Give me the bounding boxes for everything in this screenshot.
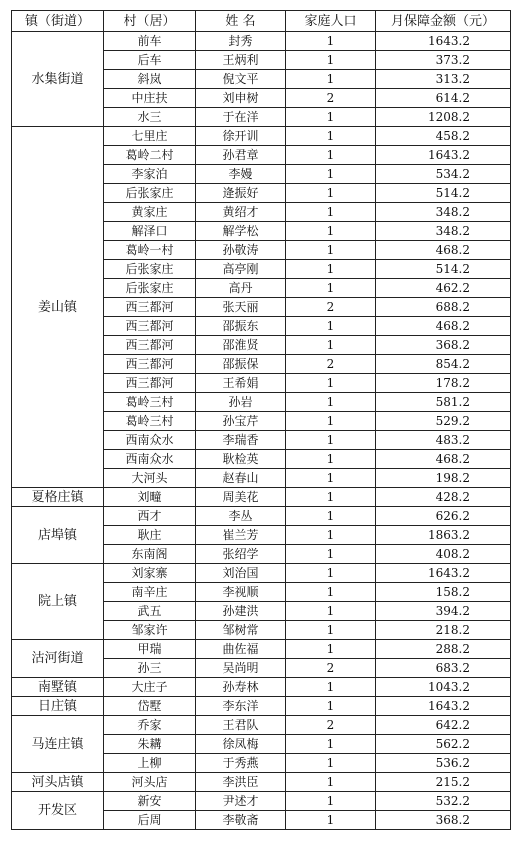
name-cell: 张天丽 (196, 298, 286, 317)
header-monthly-amount: 月保障金额（元） (376, 11, 511, 32)
name-cell: 耿检英 (196, 450, 286, 469)
village-cell: 前车 (104, 32, 196, 51)
household-size-cell: 1 (286, 697, 376, 716)
name-cell: 王希娟 (196, 374, 286, 393)
village-cell: 刘疃 (104, 488, 196, 507)
village-cell: 李家泊 (104, 165, 196, 184)
amount-cell: 348.2 (376, 222, 511, 241)
town-cell: 开发区 (12, 792, 104, 830)
household-size-cell: 1 (286, 32, 376, 51)
town-cell: 院上镇 (12, 564, 104, 640)
table-row (12, 488, 511, 507)
village-cell: 西三都河 (104, 317, 196, 336)
name-cell: 李视顺 (196, 583, 286, 602)
amount-cell: 642.2 (376, 716, 511, 735)
name-cell: 于在洋 (196, 108, 286, 127)
amount-cell: 373.2 (376, 51, 511, 70)
village-cell: 葛岭二村 (104, 146, 196, 165)
village-cell: 葛岭三村 (104, 393, 196, 412)
town-cell: 沽河街道 (12, 640, 104, 678)
village-cell: 乔家 (104, 716, 196, 735)
village-cell: 甲瑞 (104, 640, 196, 659)
table-row (12, 32, 511, 51)
household-size-cell: 1 (286, 336, 376, 355)
name-cell: 孙君章 (196, 146, 286, 165)
amount-cell: 581.2 (376, 393, 511, 412)
name-cell: 王炳利 (196, 51, 286, 70)
village-cell: 后张家庄 (104, 260, 196, 279)
table-row (12, 697, 511, 716)
table-row (12, 564, 511, 583)
household-size-cell: 1 (286, 469, 376, 488)
amount-cell: 514.2 (376, 260, 511, 279)
name-cell: 王君队 (196, 716, 286, 735)
table-row (12, 716, 511, 735)
household-size-cell: 1 (286, 526, 376, 545)
name-cell: 李嫚 (196, 165, 286, 184)
village-cell: 孙三 (104, 659, 196, 678)
village-cell: 西三都河 (104, 355, 196, 374)
amount-cell: 288.2 (376, 640, 511, 659)
household-size-cell: 2 (286, 89, 376, 108)
amount-cell: 1643.2 (376, 697, 511, 716)
header-household-size: 家庭人口 (286, 11, 376, 32)
town-cell: 马连庄镇 (12, 716, 104, 773)
village-cell: 西南众水 (104, 450, 196, 469)
amount-cell: 683.2 (376, 659, 511, 678)
name-cell: 邵振保 (196, 355, 286, 374)
household-size-cell: 1 (286, 488, 376, 507)
household-size-cell: 1 (286, 640, 376, 659)
amount-cell: 218.2 (376, 621, 511, 640)
village-cell: 西才 (104, 507, 196, 526)
household-size-cell: 1 (286, 811, 376, 830)
village-cell: 黄家庄 (104, 203, 196, 222)
amount-cell: 428.2 (376, 488, 511, 507)
amount-cell: 514.2 (376, 184, 511, 203)
amount-cell: 468.2 (376, 450, 511, 469)
amount-cell: 458.2 (376, 127, 511, 146)
name-cell: 李洪臣 (196, 773, 286, 792)
amount-cell: 468.2 (376, 317, 511, 336)
household-size-cell: 1 (286, 564, 376, 583)
village-cell: 耿庄 (104, 526, 196, 545)
table-body (12, 11, 511, 830)
amount-cell: 534.2 (376, 165, 511, 184)
household-size-cell: 1 (286, 374, 376, 393)
name-cell: 李瑞香 (196, 431, 286, 450)
table-row (12, 678, 511, 697)
name-cell: 孙岩 (196, 393, 286, 412)
amount-cell: 394.2 (376, 602, 511, 621)
name-cell: 周美花 (196, 488, 286, 507)
village-cell: 大河头 (104, 469, 196, 488)
village-cell: 武五 (104, 602, 196, 621)
village-cell: 东南阁 (104, 545, 196, 564)
name-cell: 吴尚明 (196, 659, 286, 678)
table-row (12, 792, 511, 811)
village-cell: 水三 (104, 108, 196, 127)
household-size-cell: 1 (286, 184, 376, 203)
household-size-cell: 2 (286, 659, 376, 678)
name-cell: 邹树常 (196, 621, 286, 640)
name-cell: 尹述才 (196, 792, 286, 811)
amount-cell: 1863.2 (376, 526, 511, 545)
amount-cell: 468.2 (376, 241, 511, 260)
household-size-cell: 1 (286, 507, 376, 526)
village-cell: 后张家庄 (104, 279, 196, 298)
household-size-cell: 1 (286, 792, 376, 811)
household-size-cell: 1 (286, 241, 376, 260)
amount-cell: 198.2 (376, 469, 511, 488)
village-cell: 河头店 (104, 773, 196, 792)
name-cell: 高丹 (196, 279, 286, 298)
village-cell: 岱墅 (104, 697, 196, 716)
name-cell: 赵春山 (196, 469, 286, 488)
amount-cell: 158.2 (376, 583, 511, 602)
village-cell: 葛岭三村 (104, 412, 196, 431)
amount-cell: 854.2 (376, 355, 511, 374)
amount-cell: 1643.2 (376, 146, 511, 165)
household-size-cell: 1 (286, 735, 376, 754)
name-cell: 孙敬涛 (196, 241, 286, 260)
amount-cell: 1043.2 (376, 678, 511, 697)
town-cell: 姜山镇 (12, 127, 104, 488)
amount-cell: 1643.2 (376, 32, 511, 51)
household-size-cell: 1 (286, 412, 376, 431)
household-size-cell: 1 (286, 545, 376, 564)
amount-cell: 626.2 (376, 507, 511, 526)
amount-cell: 1643.2 (376, 564, 511, 583)
name-cell: 刘申树 (196, 89, 286, 108)
household-size-cell: 1 (286, 678, 376, 697)
village-cell: 南辛庄 (104, 583, 196, 602)
household-size-cell: 1 (286, 773, 376, 792)
town-cell: 水集街道 (12, 32, 104, 127)
village-cell: 后周 (104, 811, 196, 830)
amount-cell: 529.2 (376, 412, 511, 431)
header-name: 姓 名 (196, 11, 286, 32)
subsidy-table (11, 10, 511, 830)
town-cell: 日庄镇 (12, 697, 104, 716)
table-row (12, 773, 511, 792)
name-cell: 邵振东 (196, 317, 286, 336)
village-cell: 上柳 (104, 754, 196, 773)
household-size-cell: 2 (286, 298, 376, 317)
household-size-cell: 1 (286, 165, 376, 184)
amount-cell: 462.2 (376, 279, 511, 298)
household-size-cell: 1 (286, 431, 376, 450)
name-cell: 崔兰芳 (196, 526, 286, 545)
table-row (12, 507, 511, 526)
name-cell: 李丛 (196, 507, 286, 526)
village-cell: 西三都河 (104, 336, 196, 355)
name-cell: 李敬斋 (196, 811, 286, 830)
amount-cell: 348.2 (376, 203, 511, 222)
name-cell: 徐凤梅 (196, 735, 286, 754)
amount-cell: 562.2 (376, 735, 511, 754)
name-cell: 解学松 (196, 222, 286, 241)
town-cell: 夏格庄镇 (12, 488, 104, 507)
amount-cell: 408.2 (376, 545, 511, 564)
household-size-cell: 1 (286, 51, 376, 70)
village-cell: 葛岭一村 (104, 241, 196, 260)
name-cell: 黄绍才 (196, 203, 286, 222)
table-row (12, 640, 511, 659)
name-cell: 倪文平 (196, 70, 286, 89)
amount-cell: 614.2 (376, 89, 511, 108)
name-cell: 徐开训 (196, 127, 286, 146)
header-town: 镇（街道） (12, 11, 104, 32)
name-cell: 封秀 (196, 32, 286, 51)
household-size-cell: 1 (286, 754, 376, 773)
village-cell: 后张家庄 (104, 184, 196, 203)
village-cell: 刘家寨 (104, 564, 196, 583)
town-cell: 南墅镇 (12, 678, 104, 697)
village-cell: 解泽口 (104, 222, 196, 241)
household-size-cell: 1 (286, 203, 376, 222)
village-cell: 中庄扶 (104, 89, 196, 108)
household-size-cell: 1 (286, 260, 376, 279)
name-cell: 孙寿林 (196, 678, 286, 697)
amount-cell: 1208.2 (376, 108, 511, 127)
amount-cell: 536.2 (376, 754, 511, 773)
household-size-cell: 1 (286, 621, 376, 640)
name-cell: 孙建洪 (196, 602, 286, 621)
name-cell: 高亭刚 (196, 260, 286, 279)
household-size-cell: 1 (286, 583, 376, 602)
household-size-cell: 1 (286, 279, 376, 298)
village-cell: 新安 (104, 792, 196, 811)
name-cell: 张绍学 (196, 545, 286, 564)
amount-cell: 368.2 (376, 811, 511, 830)
town-cell: 店埠镇 (12, 507, 104, 564)
household-size-cell: 1 (286, 108, 376, 127)
household-size-cell: 2 (286, 355, 376, 374)
amount-cell: 483.2 (376, 431, 511, 450)
amount-cell: 178.2 (376, 374, 511, 393)
household-size-cell: 1 (286, 393, 376, 412)
village-cell: 西三都河 (104, 374, 196, 393)
village-cell: 大庄子 (104, 678, 196, 697)
household-size-cell: 2 (286, 716, 376, 735)
village-cell: 斜岚 (104, 70, 196, 89)
household-size-cell: 1 (286, 146, 376, 165)
village-cell: 西南众水 (104, 431, 196, 450)
amount-cell: 368.2 (376, 336, 511, 355)
header-village: 村（居） (104, 11, 196, 32)
village-cell: 后车 (104, 51, 196, 70)
name-cell: 李东洋 (196, 697, 286, 716)
household-size-cell: 1 (286, 450, 376, 469)
household-size-cell: 1 (286, 602, 376, 621)
table-row (12, 127, 511, 146)
amount-cell: 313.2 (376, 70, 511, 89)
name-cell: 刘治国 (196, 564, 286, 583)
village-cell: 西三都河 (104, 298, 196, 317)
village-cell: 朱耩 (104, 735, 196, 754)
amount-cell: 532.2 (376, 792, 511, 811)
household-size-cell: 1 (286, 127, 376, 146)
amount-cell: 688.2 (376, 298, 511, 317)
name-cell: 邵淮贤 (196, 336, 286, 355)
village-cell: 邹家许 (104, 621, 196, 640)
town-cell: 河头店镇 (12, 773, 104, 792)
name-cell: 逄振好 (196, 184, 286, 203)
name-cell: 曲佐福 (196, 640, 286, 659)
amount-cell: 215.2 (376, 773, 511, 792)
name-cell: 孙宝芹 (196, 412, 286, 431)
name-cell: 于秀燕 (196, 754, 286, 773)
household-size-cell: 1 (286, 70, 376, 89)
household-size-cell: 1 (286, 317, 376, 336)
household-size-cell: 1 (286, 222, 376, 241)
village-cell: 七里庄 (104, 127, 196, 146)
header-row (12, 11, 511, 32)
